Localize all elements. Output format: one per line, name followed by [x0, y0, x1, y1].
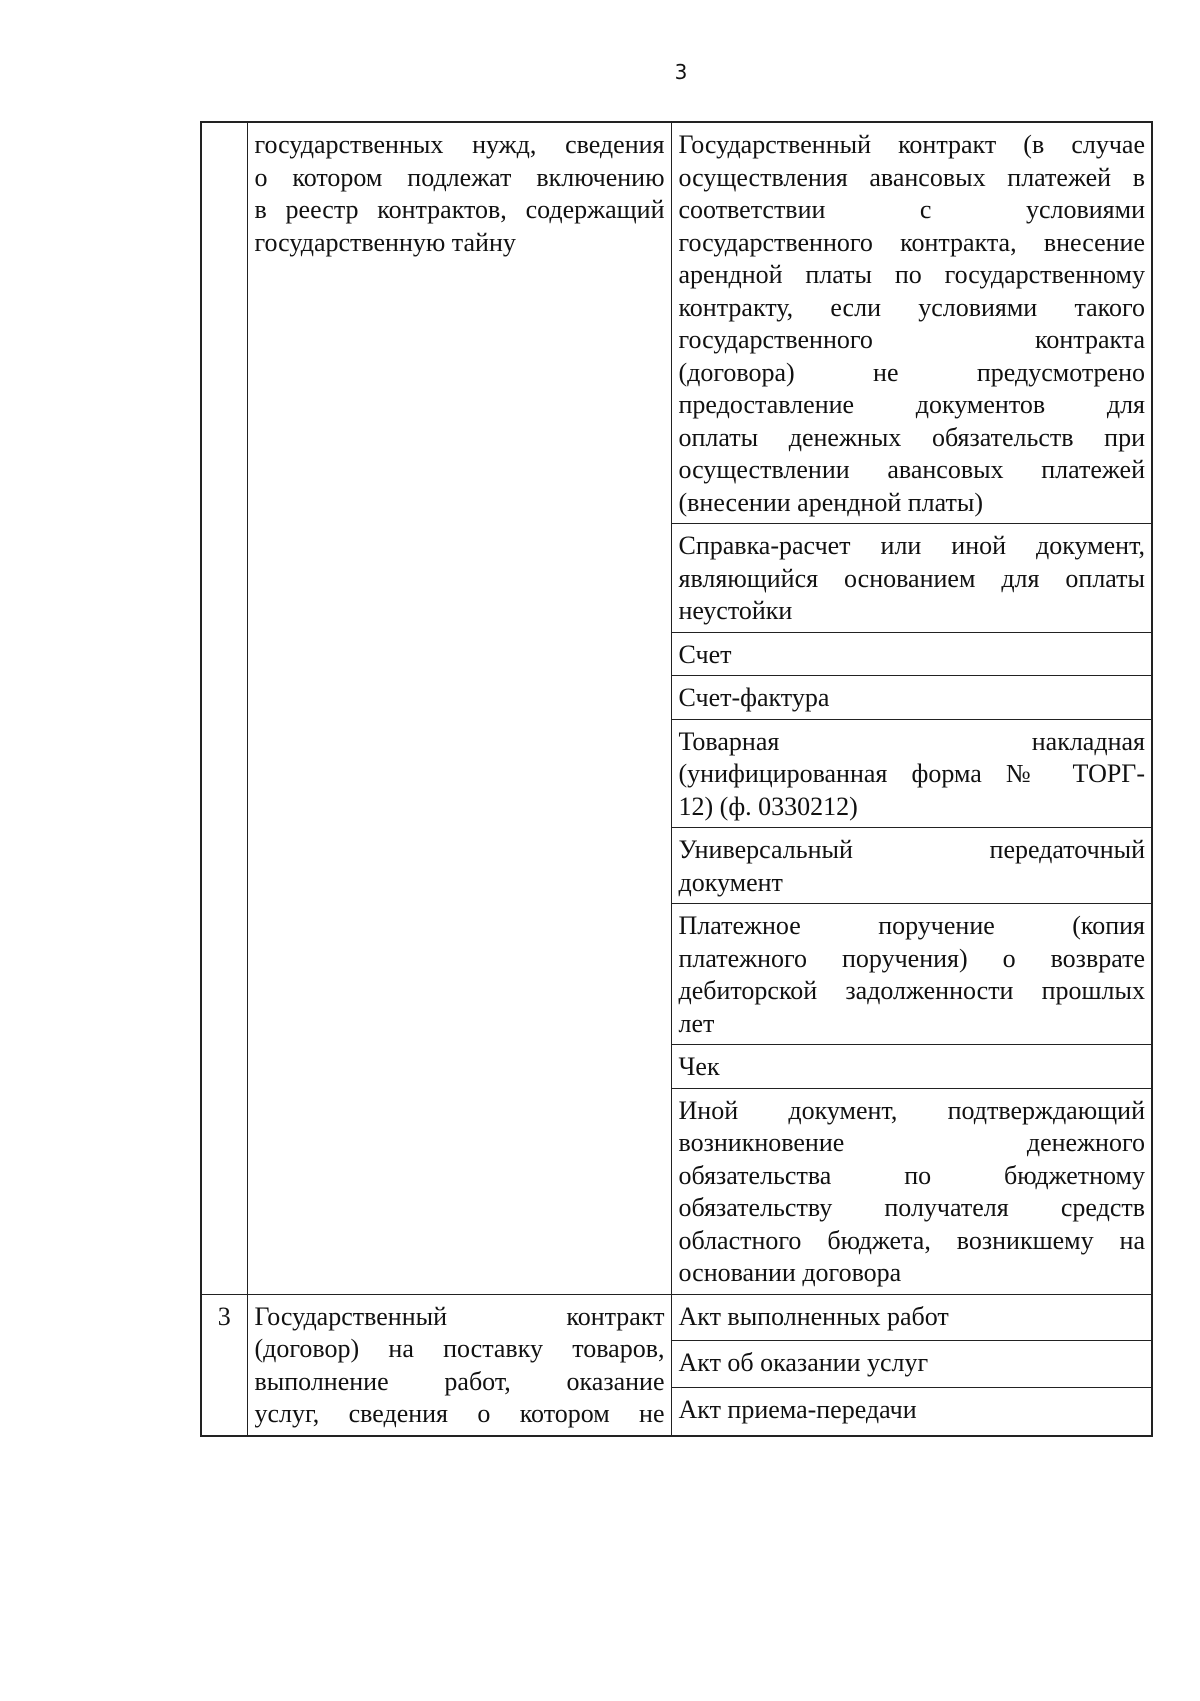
cell-text-line: государственного контракта, внесение	[678, 227, 1145, 257]
documents-table	[200, 121, 1153, 1437]
cell-text-line: платежного поручения) о возврате	[678, 943, 1145, 973]
cell-text-line: государственного контракта	[678, 325, 1145, 354]
row-number-cell: 3	[201, 1294, 247, 1436]
cell-text-line: документ	[678, 867, 783, 897]
cell-text-line: (унифицированная форма № ТОРГ-	[678, 759, 1145, 788]
cell-text-line: в реестр контрактов, содержащий	[254, 195, 665, 224]
document-type-cell	[671, 524, 1152, 633]
cell-text-line: оплаты денежных обязательств при	[678, 422, 1145, 452]
document-type-cell	[671, 1045, 1152, 1089]
cell-text-line: возникновение денежного	[678, 1128, 1145, 1157]
document-type-cell	[671, 1294, 1152, 1341]
cell-text-line: обязательству получателя средств	[678, 1193, 1145, 1222]
cell-text-line: Платежное поручение (копия	[678, 911, 1145, 940]
cell-text-line: Универсальный передаточный	[678, 835, 1145, 864]
document-type-cell	[671, 1341, 1152, 1388]
document-basis-cell	[247, 1294, 671, 1436]
cell-text-line: контракту, если условиями такого	[678, 292, 1145, 322]
cell-text-line: осуществления авансовых платежей в	[678, 162, 1145, 192]
cell-text-line: о котором подлежат включению	[254, 162, 665, 192]
cell-text-line: Чек	[678, 1052, 720, 1081]
row-number-cell	[201, 122, 247, 1294]
document-type-cell	[671, 632, 1152, 676]
cell-text-line: обязательства по бюджетному	[678, 1160, 1145, 1190]
document-type-cell	[671, 676, 1152, 720]
cell-text-line: соответствии с условиями	[678, 195, 1145, 224]
cell-text-line: Государственный контракт	[254, 1301, 665, 1331]
cell-text-line: 12) (ф. 0330212)	[678, 791, 858, 821]
document-type-cell	[671, 122, 1152, 524]
page-number: 3	[674, 60, 688, 84]
cell-text-line: Государственный контракт (в случае	[678, 130, 1145, 159]
cell-text-line: Счет	[678, 639, 732, 669]
cell-text-line: государственную тайну	[254, 227, 516, 257]
cell-text-line: услуг, сведения о котором не	[254, 1399, 665, 1428]
document-basis-cell	[247, 122, 671, 1294]
cell-text-line: Иной документ, подтверждающий	[678, 1095, 1145, 1125]
cell-text-line: Акт приема-передачи	[678, 1395, 917, 1425]
cell-text-line: лет	[678, 1008, 715, 1038]
cell-text-line: Справка-расчет или иной документ,	[678, 531, 1145, 560]
document-type-cell	[671, 1388, 1152, 1436]
cell-text-line: выполнение работ, оказание	[254, 1366, 665, 1396]
cell-text-line: (внесении арендной платы)	[678, 487, 983, 517]
cell-text-line: являющийся основанием для оплаты	[678, 563, 1145, 593]
document-type-cell	[671, 828, 1152, 904]
cell-text-line: Акт об оказании услуг	[678, 1348, 929, 1378]
cell-text-line: Товарная накладная	[678, 726, 1145, 756]
cell-text-line: осуществлении авансовых платежей	[678, 455, 1145, 484]
document-type-cell	[671, 904, 1152, 1045]
table-row	[201, 1294, 1152, 1341]
cell-text-line: арендной платы по государственному	[678, 260, 1145, 289]
document-type-cell	[671, 719, 1152, 828]
cell-text-line: областного бюджета, возникшему на	[678, 1225, 1145, 1255]
cell-text-line: государственных нужд, сведения	[254, 130, 665, 159]
cell-text-line: предоставление документов для	[678, 390, 1145, 419]
document-type-cell	[671, 1088, 1152, 1294]
cell-text-line: (договор) на поставку товаров,	[254, 1334, 665, 1363]
cell-text-line: Акт выполненных работ	[678, 1301, 949, 1331]
cell-text-line: неустойки	[678, 596, 793, 625]
table-row	[201, 122, 1152, 524]
cell-text-line: (договора) не предусмотрено	[678, 357, 1145, 387]
cell-text-line: Счет-фактура	[678, 683, 830, 712]
cell-text-line: дебиторской задолженности прошлых	[678, 976, 1145, 1005]
cell-text-line: основании договора	[678, 1258, 902, 1287]
